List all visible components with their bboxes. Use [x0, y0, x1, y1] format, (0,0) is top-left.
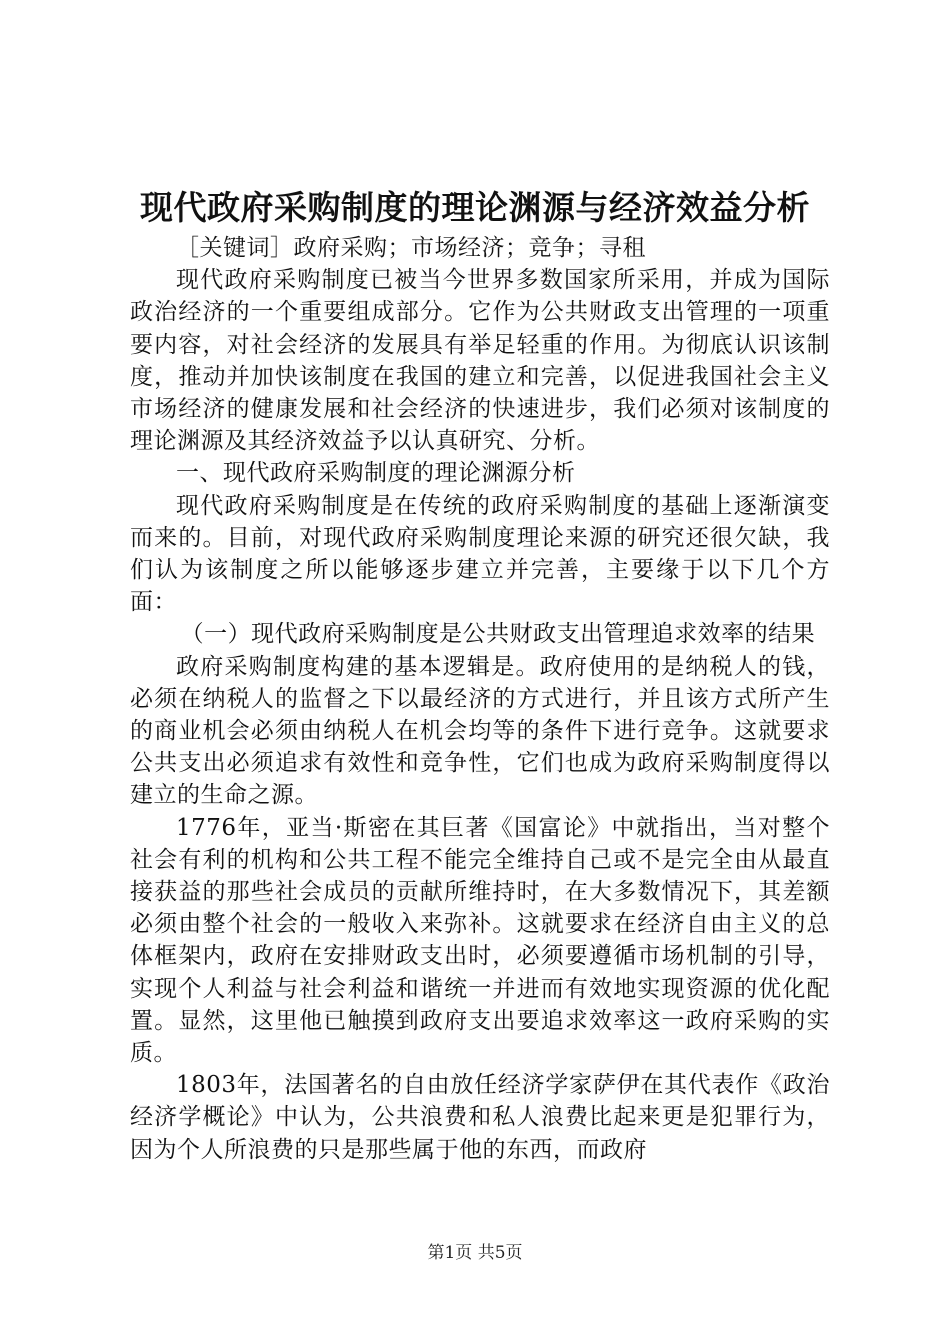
subsection-heading: （一）现代政府采购制度是公共财政支出管理追求效率的结果	[180, 621, 816, 648]
body-paragraph: 1776年，亚当·斯密在其巨著《国富论》中就指出，当对整个社会有利的机构和公共工程不能完全维持自己或不是完全由从最直接获益的那些社会成员的贡献所维持时，在大多数情况下，其差额必须由整个社会的一般收入来弥补。这就要求在经济自由主义的总体框架内，政府在安排财政支出时，必须要遵循市场机制的引导，实现个人利益与社会利益和谐统一并进而有效地实现资源的优化配置。显然，这里他已触摸到政府支出要追求效率这一政府采购的实质。	[130, 814, 830, 1067]
document-body	[130, 232, 830, 1166]
keywords-line: ［关键词］政府采购；市场经济；竞争；寻租	[176, 235, 646, 261]
page-number-footer: 第1页 共5页	[427, 1243, 523, 1263]
body-paragraph: 政府采购制度构建的基本逻辑是。政府使用的是纳税人的钱，必须在纳税人的监督之下以最经济的方式进行，并且该方式所产生的商业机会必须由纳税人在机会均等的条件下进行竞争。这就要求公共支出必须追求有效性和竞争性，它们也成为政府采购制度得以建立的生命之源。	[130, 653, 830, 809]
body-paragraph: 现代政府采购制度已被当今世界多数国家所采用，并成为国际政治经济的一个重要组成部分。它作为公共财政支出管理的一项重要内容，对社会经济的发展具有举足轻重的作用。为彻底认识该制度，推动并加快该制度在我国的建立和完善，以促进我国社会主义市场经济的健康发展和社会经济的快速进步，我们必须对该制度的理论渊源及其经济效益予以认真研究、分析。	[130, 267, 830, 455]
section-heading: 一、现代政府采购制度的理论渊源分析	[176, 460, 576, 487]
body-paragraph: 1803年，法国著名的自由放任经济学家萨伊在其代表作《政治经济学概论》中认为，公共浪费和私人浪费比起来更是犯罪行为，因为个人所浪费的只是那些属于他的东西，而政府	[130, 1072, 830, 1163]
document-title: 现代政府采购制度的理论渊源与经济效益分析	[140, 188, 810, 227]
body-paragraph: 现代政府采购制度是在传统的政府采购制度的基础上逐渐演变而来的。目前，对现代政府采购制度理论来源的研究还很欠缺，我们认为该制度之所以能够逐步建立并完善，主要缘于以下几个方面：	[130, 492, 830, 616]
